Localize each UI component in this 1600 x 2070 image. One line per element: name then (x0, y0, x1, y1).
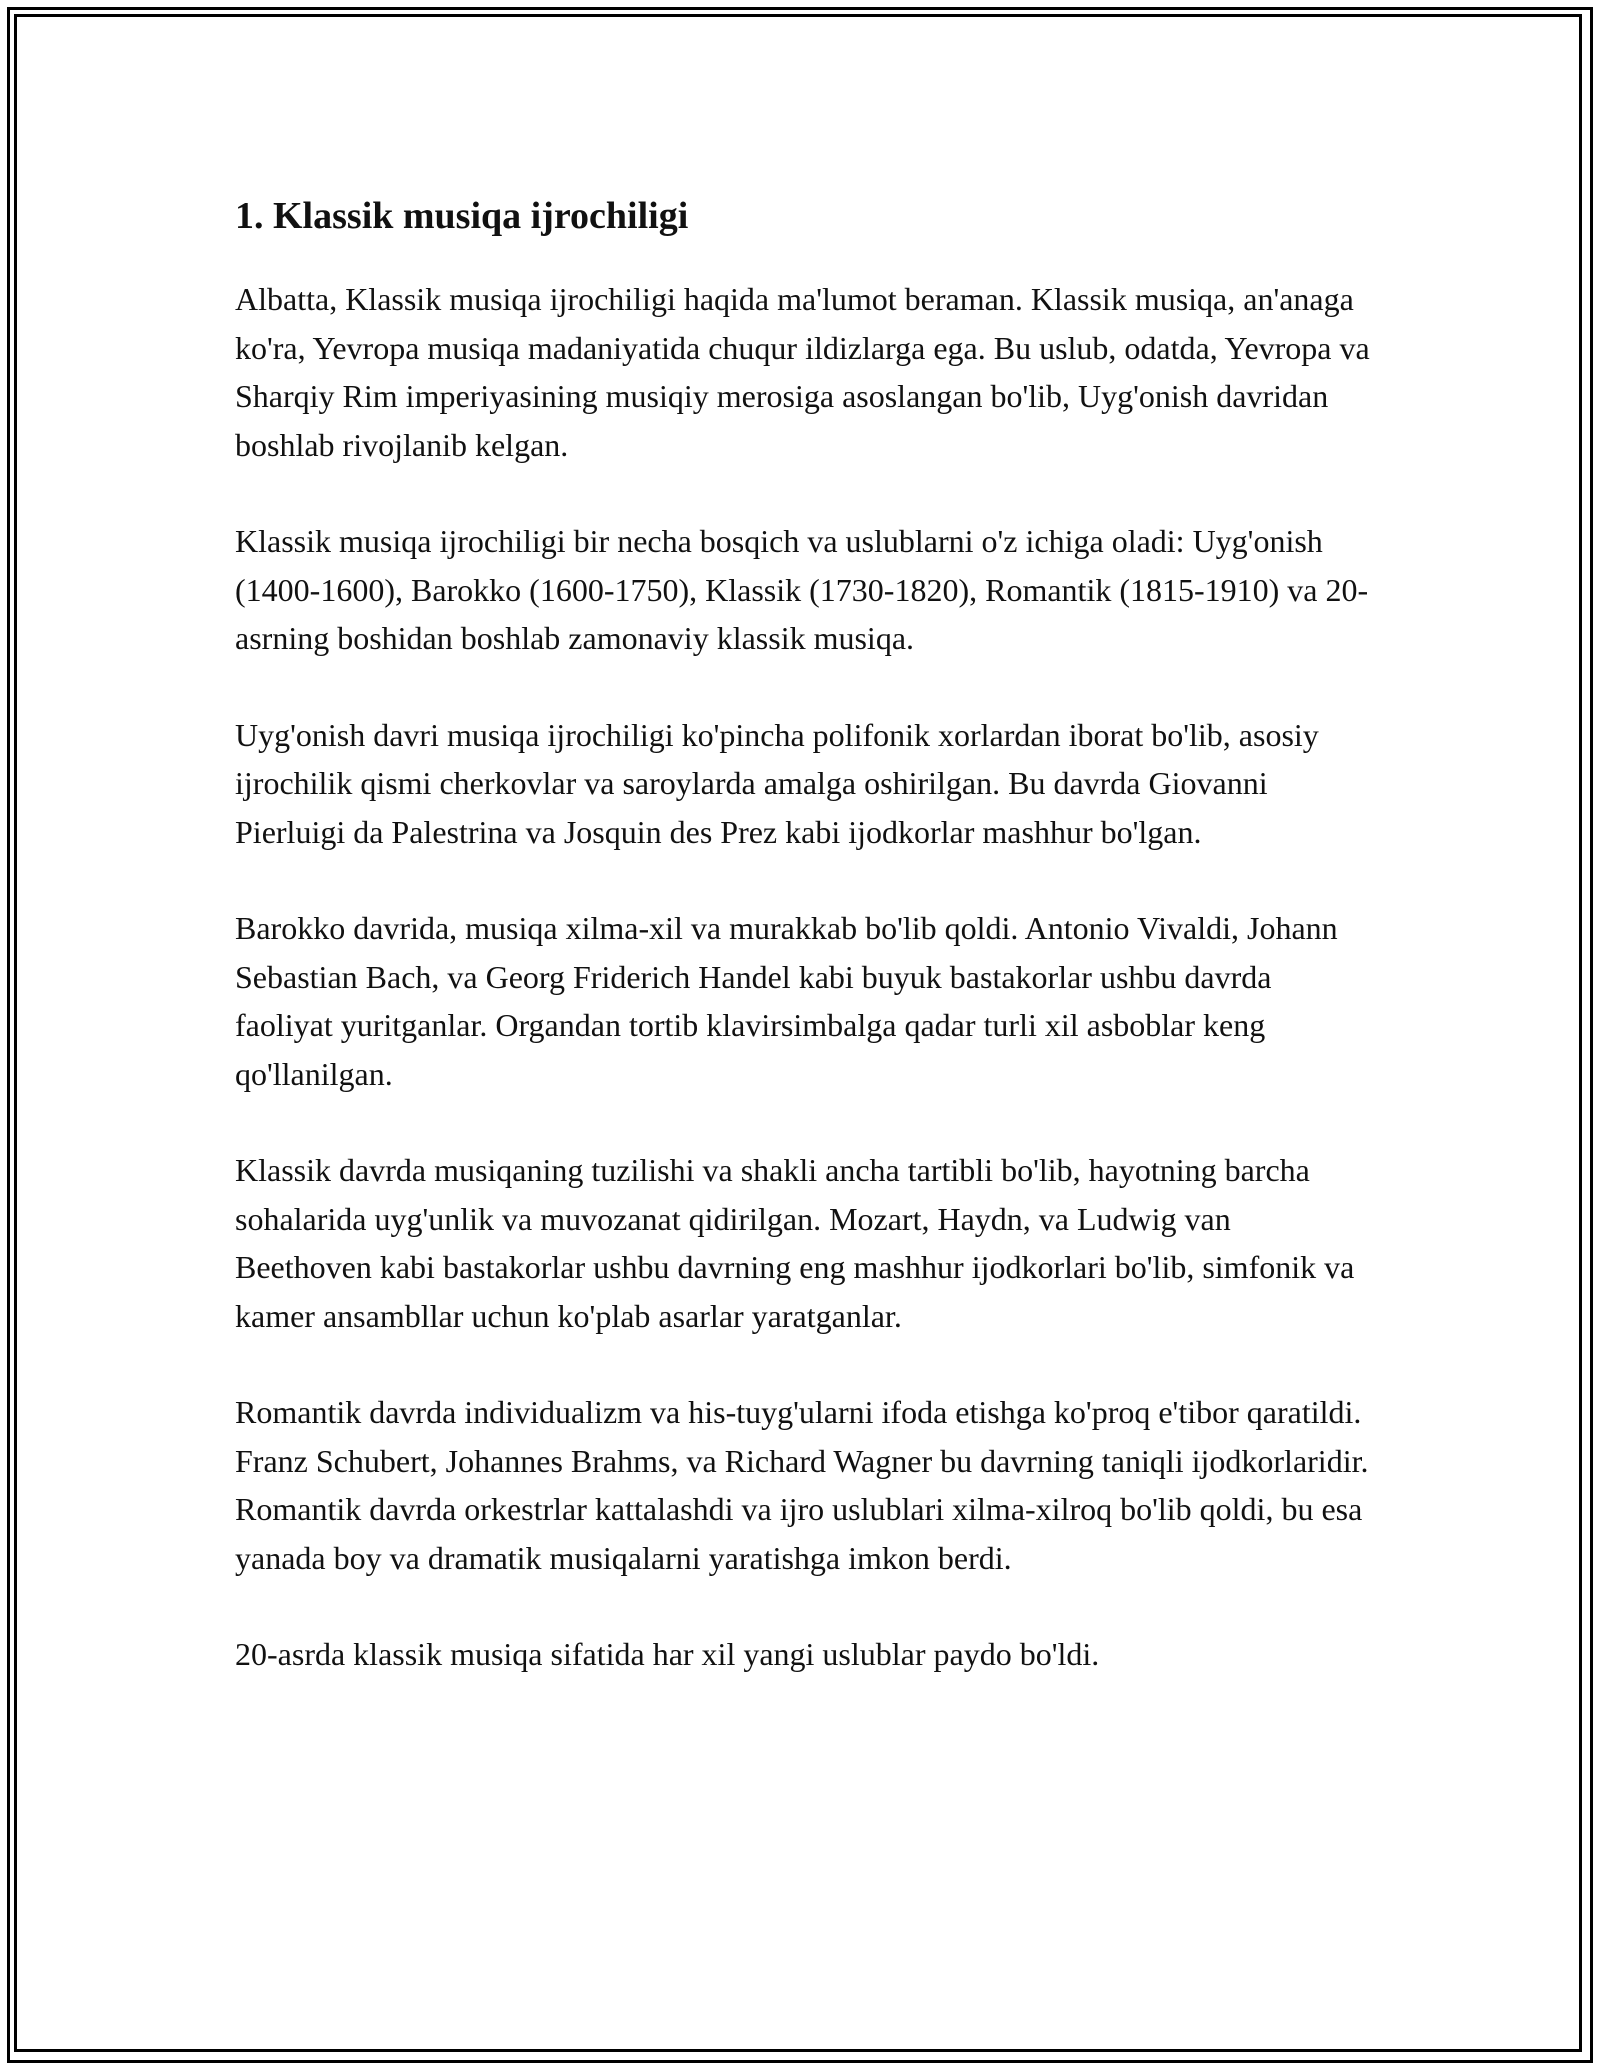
paragraph-classical: Klassik davrda musiqaning tuzilishi va shakli ancha tartibli bo'lib, hayotning barcha sohalarida uyg'unlik va muvozanat qidirilgan. Mozart, Haydn, va Ludwig van Beethoven kabi bastakorlar ushbu davrning eng mashhur ijodkorlari bo'lib, simfonik va kamer ansambllar uchun ko'plab asarlar yaratganlar. (235, 1152, 1355, 1334)
paragraph-renaissance: Uyg'onish davri musiqa ijrochiligi ko'pincha polifonik xorlardan iborat bo'lib, asosiy ijrochilik qismi cherkovlar va saroylarda amalga oshirilgan. Bu davrda Giovanni Pierluigi da Palestrina va Josquin des Prez kabi ijodkorlar mashhur bo'lgan. (235, 716, 1319, 850)
paragraph-baroque: Barokko davrida, musiqa xilma-xil va murakkab bo'lib qoldi. Antonio Vivaldi, Johann Sebastian Bach, va Georg Friderich Handel kabi buyuk bastakorlar ushbu davrda faoliyat yuritganlar. Organdan tortib klavirsimbalga qadar turli xil asboblar keng qo'llanilgan. (235, 910, 1338, 1092)
document-body (235, 187, 1375, 1727)
paragraph-intro: Albatta, Klassik musiqa ijrochiligi haqida ma'lumot beraman. Klassik musiqa, an'anaga ko'ra, Yevropa musiqa madaniyatida chuqur ildizlarga ega. Bu uslub, odatda, Yevropa va Sharqiy Rim imperiyasining musiqiy merosiga asoslangan bo'lib, Uyg'onish davridan boshlab rivojlanib kelgan. (235, 281, 1370, 463)
paragraph-20th-century: 20-asrda klassik musiqa sifatida har xil yangi uslublar paydo bo'ldi. (235, 1636, 1100, 1672)
document-title: 1. Klassik musiqa ijrochiligi (235, 195, 689, 237)
paragraph-romantic: Romantik davrda individualizm va his-tuyg'ularni ifoda etishga ko'proq e'tibor qaratildi. Franz Schubert, Johannes Brahms, va Richard Wagner bu davrning taniqli ijodkorlaridir. Romantik davrda orkestrlar kattalashdi va ijro uslublari xilma-xilroq bo'lib qoldi, bu esa yanada boy va dramatik musiqalarni yaratishga imkon berdi. (235, 1394, 1369, 1576)
paragraph-periods: Klassik musiqa ijrochiligi bir necha bosqich va uslublarni o'z ichiga oladi: Uyg'onish (1400-1600), Barokko (1600-1750), Klassik (1730-1820), Romantik (1815-1910) va 20-asrning boshidan boshlab zamonaviy klassik musiqa. (235, 523, 1369, 656)
